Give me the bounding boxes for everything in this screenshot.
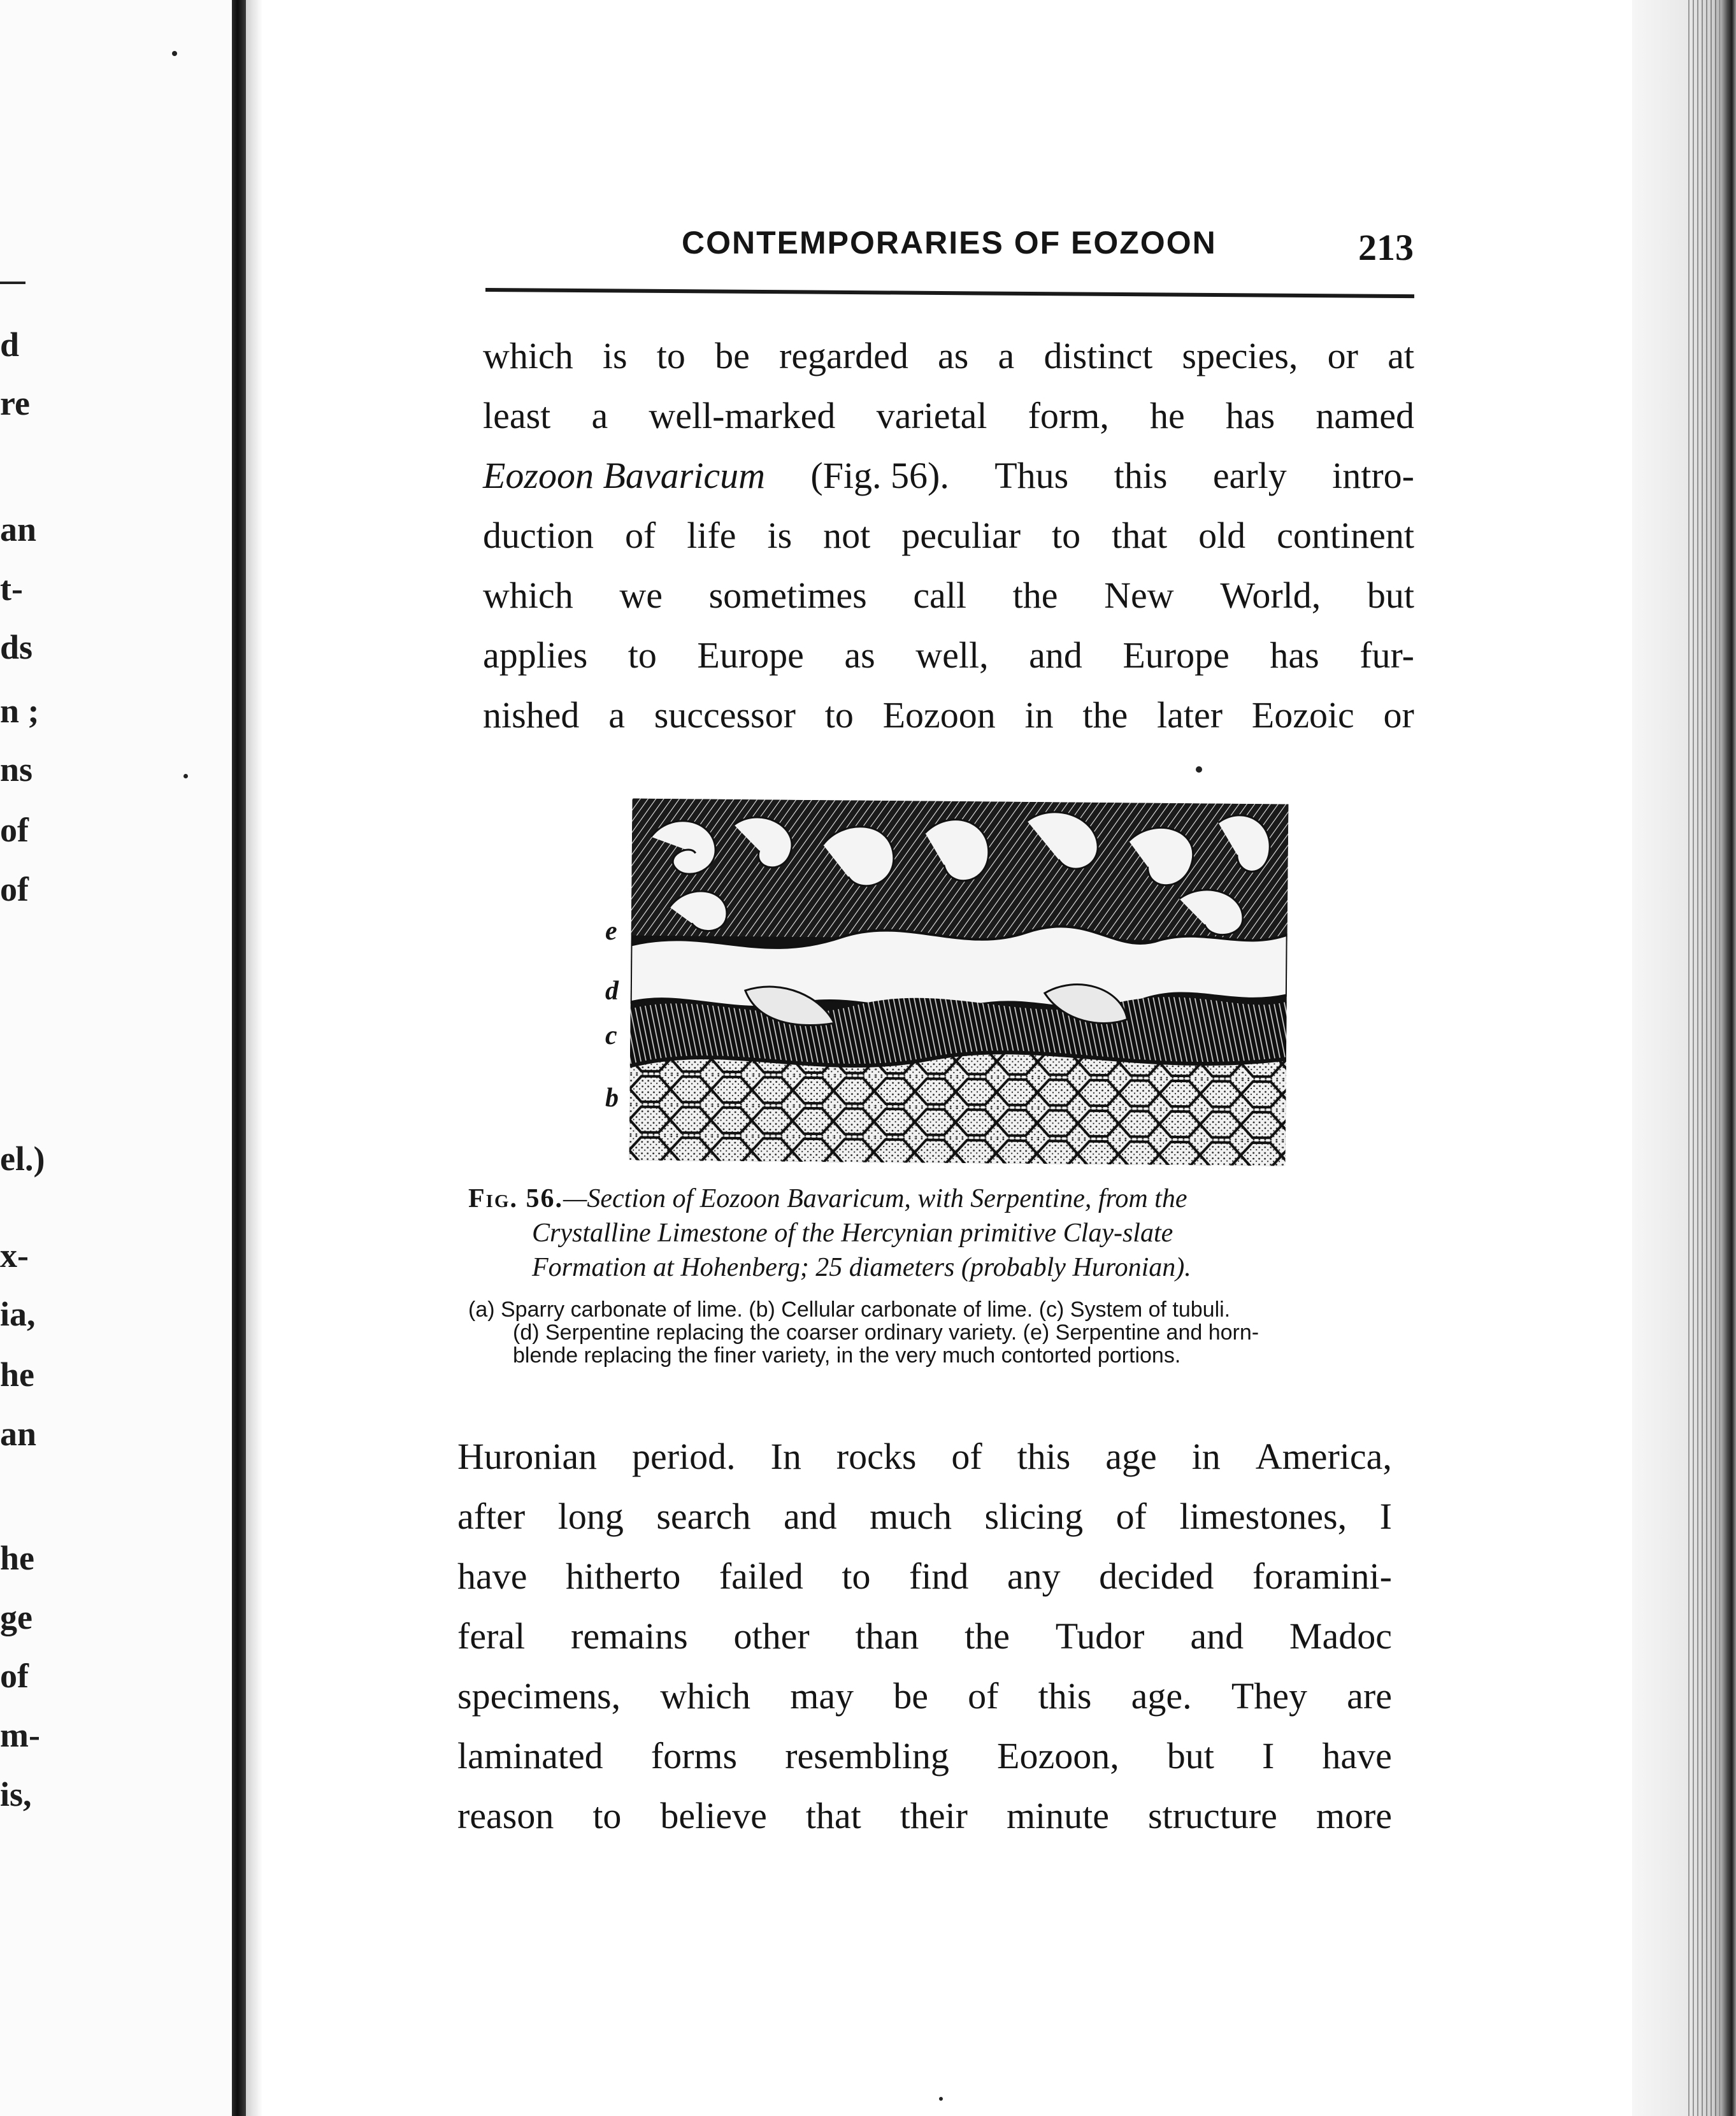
word: Tudor <box>1055 1615 1145 1657</box>
word: successor <box>654 694 796 736</box>
facing-page-fragment: ns <box>0 750 33 789</box>
word: but <box>1367 575 1414 616</box>
word: to <box>842 1555 871 1597</box>
word: Eozoic <box>1251 694 1354 736</box>
word: to <box>628 634 657 676</box>
word: regarded <box>779 335 908 376</box>
facing-page-fragment: re <box>0 384 30 422</box>
word: this <box>1017 1436 1071 1477</box>
word: resembling <box>785 1735 949 1776</box>
word: I <box>1379 1496 1392 1537</box>
word: I <box>1262 1735 1275 1776</box>
word: have <box>457 1555 527 1597</box>
facing-page-fragment: d <box>0 325 20 364</box>
word: not <box>823 515 871 556</box>
figure-reference: (Fig. 56). <box>810 455 949 496</box>
text-line <box>457 1498 1392 1535</box>
figure-letter-d: d <box>605 976 619 1006</box>
facing-page-fragment: he <box>0 1355 34 1394</box>
word: have <box>1322 1735 1392 1776</box>
word: Thus <box>994 455 1069 496</box>
page-number: 213 <box>1358 227 1414 268</box>
facing-page-fragment: he <box>0 1539 34 1577</box>
word: we <box>619 575 663 616</box>
figure-legend <box>468 1298 1405 1367</box>
word: fur- <box>1359 634 1414 676</box>
word: They <box>1231 1675 1307 1717</box>
facing-page-fragment: an <box>0 510 37 548</box>
word: well-marked <box>649 395 836 436</box>
word: of <box>968 1675 999 1717</box>
word: rocks <box>836 1436 917 1477</box>
word: age. <box>1131 1675 1192 1717</box>
facing-page-fragment: an <box>0 1415 37 1453</box>
text-line <box>457 1795 1392 1836</box>
scan-speck <box>172 51 177 56</box>
word: intro- <box>1332 455 1414 496</box>
word: limestones, <box>1179 1496 1347 1537</box>
scan-speck <box>939 2097 943 2101</box>
text-line <box>483 694 1414 736</box>
facing-page-fragment: el.) <box>0 1140 45 1178</box>
word: decided <box>1099 1555 1214 1597</box>
figure-letter-b: b <box>605 1083 619 1113</box>
word: In <box>770 1436 801 1477</box>
word: at <box>1388 335 1414 376</box>
word: as <box>844 634 875 676</box>
facing-page-fragment: t- <box>0 569 23 608</box>
word: this <box>1038 1675 1092 1717</box>
word: the <box>1012 575 1058 616</box>
text-line <box>457 1615 1392 1657</box>
scan-speck <box>183 774 188 778</box>
word: of <box>624 515 656 556</box>
word: is <box>602 335 628 376</box>
word: laminated <box>457 1735 603 1776</box>
word: early <box>1212 455 1287 496</box>
page-stack-lines <box>1688 0 1720 2116</box>
legend-line-2: (d) Serpentine replacing the coarser ordinary variety. (e) Serpentine and horn- <box>513 1320 1259 1345</box>
word: are <box>1347 1675 1392 1717</box>
word: nished <box>483 694 580 736</box>
caption-line-1: —Section of Eozoon Bavaricum, with Serpentine, from the <box>563 1184 1187 1213</box>
word: a <box>591 395 608 436</box>
word: hitherto <box>565 1555 681 1597</box>
gutter-shadow <box>246 0 262 2116</box>
word: least <box>483 395 551 436</box>
word: more <box>1316 1795 1392 1836</box>
word: sometimes <box>708 575 867 616</box>
word: in <box>1024 694 1054 736</box>
facing-page-fragment: ia, <box>0 1295 36 1333</box>
text-line <box>457 1555 1392 1597</box>
text-line <box>483 335 1414 376</box>
word: age <box>1105 1436 1157 1477</box>
word: be <box>893 1675 928 1717</box>
facing-page-fragment: x- <box>0 1236 29 1275</box>
word: foramini- <box>1252 1555 1392 1597</box>
word: life <box>687 515 736 556</box>
word: in <box>1191 1436 1221 1477</box>
word: reason <box>457 1795 554 1836</box>
text-line <box>457 1675 1392 1717</box>
word: that <box>1112 515 1168 556</box>
running-head-title: CONTEMPORARIES OF EOZOON <box>682 225 1217 261</box>
text-line <box>457 1735 1392 1776</box>
word: he <box>1149 395 1185 436</box>
scan-speck <box>1196 766 1202 773</box>
word: other <box>733 1615 810 1657</box>
word: America, <box>1255 1436 1392 1477</box>
word: or <box>1327 335 1358 376</box>
word: old <box>1198 515 1246 556</box>
page-stack-edge <box>1632 0 1736 2116</box>
word: the <box>1082 694 1128 736</box>
figure-caption <box>468 1182 1405 1285</box>
word: a <box>608 694 625 736</box>
book-gutter <box>232 0 246 2116</box>
facing-page-fragment: is, <box>0 1775 32 1813</box>
figure-letter-e: e <box>605 917 617 946</box>
word: form, <box>1028 395 1109 436</box>
word: Madoc <box>1289 1615 1392 1657</box>
word: well, <box>915 634 989 676</box>
word: to <box>656 335 685 376</box>
word: and <box>1190 1615 1244 1657</box>
word: to <box>824 694 854 736</box>
word: slicing <box>984 1496 1084 1537</box>
facing-page-fragment: of <box>0 870 29 908</box>
text-line <box>457 1438 1392 1475</box>
word: applies <box>483 634 588 676</box>
word: Eozoon, <box>997 1735 1119 1776</box>
word: be <box>715 335 750 376</box>
word: period. <box>631 1436 736 1477</box>
word: their <box>900 1795 968 1836</box>
word: or <box>1383 694 1414 736</box>
facing-page-fragment: ds <box>0 628 33 666</box>
facing-page-fragment: of <box>0 811 29 849</box>
word: and <box>1029 634 1082 676</box>
word: long <box>557 1496 624 1537</box>
word: find <box>908 1555 969 1597</box>
word: Europe <box>1123 634 1230 676</box>
word: World, <box>1220 575 1321 616</box>
word: believe <box>660 1795 767 1836</box>
facing-page-edge <box>0 0 237 2116</box>
header-rule <box>485 288 1414 298</box>
engraving-illustration <box>629 799 1289 1166</box>
text-line <box>483 577 1414 614</box>
legend-line-1: (a) Sparry carbonate of lime. (b) Cellular carbonate of lime. (c) System of tubuli. <box>468 1297 1231 1322</box>
word: peculiar <box>901 515 1021 556</box>
text-line <box>483 517 1414 554</box>
word: much <box>870 1496 952 1537</box>
word: of <box>951 1436 982 1477</box>
word: Huronian <box>457 1436 598 1477</box>
word: but <box>1166 1735 1214 1776</box>
facing-page-fragment: m- <box>0 1716 40 1754</box>
word: to <box>592 1795 622 1836</box>
word: species, <box>1182 335 1298 376</box>
word: which <box>660 1675 751 1717</box>
facing-page-fragment: of <box>0 1657 29 1695</box>
species-name: Eozoon Bavaricum <box>483 455 765 496</box>
word: forms <box>650 1735 738 1776</box>
word: varietal <box>876 395 987 436</box>
facing-page-rule <box>0 282 25 284</box>
word: New <box>1104 575 1174 616</box>
word: named <box>1316 395 1414 436</box>
word: later <box>1156 694 1223 736</box>
text-line <box>483 634 1414 676</box>
word: any <box>1007 1555 1061 1597</box>
word: is <box>767 515 793 556</box>
word: distinct <box>1044 335 1153 376</box>
word: has <box>1270 634 1319 676</box>
word: remains <box>571 1615 688 1657</box>
word: the <box>965 1615 1010 1657</box>
word: that <box>805 1795 861 1836</box>
word: as <box>938 335 969 376</box>
word: which <box>483 575 573 616</box>
figure-56-engraving <box>629 799 1289 1166</box>
text-line <box>483 397 1414 434</box>
legend-line-3: blende replacing the finer variety, in the very much contorted portions. <box>513 1343 1181 1368</box>
word: this <box>1114 455 1168 496</box>
word: specimens, <box>457 1675 621 1717</box>
word: has <box>1225 395 1275 436</box>
word: which <box>483 335 573 376</box>
word: search <box>656 1496 751 1537</box>
word: duction <box>483 515 594 556</box>
word: feral <box>457 1615 526 1657</box>
word: may <box>790 1675 854 1717</box>
figure-letter-c: c <box>605 1021 617 1050</box>
word: Eozoon <box>882 694 996 736</box>
word: call <box>913 575 967 616</box>
word: to <box>1052 515 1081 556</box>
facing-page-fragment: n ; <box>0 692 39 730</box>
figure-label: Fig. 56. <box>468 1184 563 1213</box>
word: a <box>998 335 1015 376</box>
word: continent <box>1277 515 1414 556</box>
word: than <box>855 1615 919 1657</box>
facing-page-fragment: ge <box>0 1598 32 1636</box>
word: Europe <box>697 634 804 676</box>
word: failed <box>719 1555 803 1597</box>
text-line <box>483 457 1414 494</box>
word: after <box>457 1496 526 1537</box>
caption-line-3: Formation at Hohenberg; 25 diameters (probably Huronian). <box>532 1253 1191 1282</box>
word: of <box>1115 1496 1147 1537</box>
word: and <box>783 1496 837 1537</box>
caption-line-2: Crystalline Limestone of the Hercynian primitive Clay-slate <box>532 1219 1173 1248</box>
word: minute <box>1006 1795 1110 1836</box>
word: structure <box>1147 1795 1277 1836</box>
